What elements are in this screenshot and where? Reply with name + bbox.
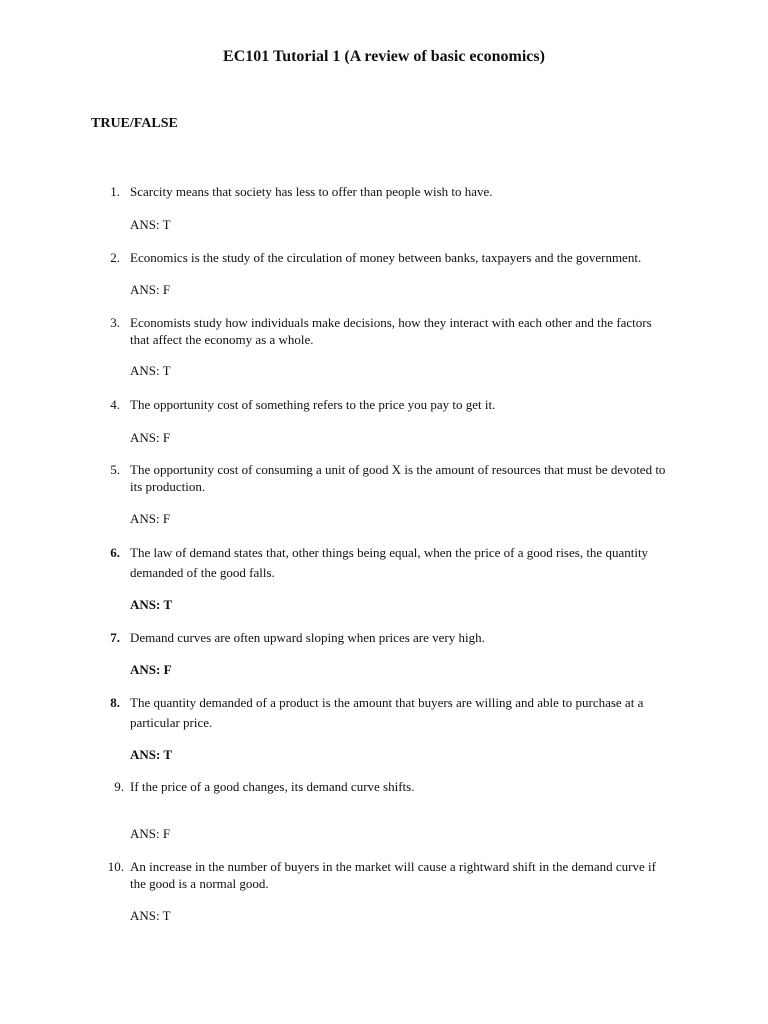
section-heading: TRUE/FALSE	[91, 116, 178, 131]
answer: ANS: T	[130, 217, 171, 232]
answer: ANS: T	[130, 908, 171, 923]
question-number: 2.	[110, 250, 120, 265]
question-number: 7.	[110, 630, 120, 645]
question-text: Demand curves are often upward sloping when prices are very high.	[130, 630, 485, 645]
question-text-continued: that affect the economy as a whole.	[130, 332, 314, 347]
answer: ANS: T	[130, 597, 173, 612]
question-text: The quantity demanded of a product is the amount that buyers are willing and able to purchase at a	[130, 695, 644, 710]
question-number: 8.	[110, 695, 120, 710]
answer: ANS: F	[130, 430, 171, 445]
question-text-continued: its production.	[130, 479, 206, 494]
answer: ANS: T	[130, 363, 171, 378]
question-number: 9.	[114, 779, 124, 794]
question-text: Economists study how individuals make decisions, how they interact with each other and the factors	[130, 315, 652, 330]
question-text: The opportunity cost of consuming a unit of good X is the amount of resources that must be devoted to	[130, 462, 666, 477]
question-number: 3.	[110, 315, 120, 330]
question-number: 6.	[110, 545, 120, 560]
question-text-continued: particular price.	[130, 715, 213, 730]
question-number: 10.	[107, 859, 124, 874]
document-title: EC101 Tutorial 1 (A review of basic economics)	[223, 48, 545, 65]
question-number: 1.	[110, 184, 120, 199]
answer: ANS: F	[130, 662, 172, 677]
answer: ANS: F	[130, 511, 171, 526]
question-text: The law of demand states that, other things being equal, when the price of a good rises, the quantity	[130, 545, 649, 560]
answer: ANS: F	[130, 282, 171, 297]
question-text-continued: the good is a normal good.	[130, 876, 269, 891]
question-text-continued: demanded of the good falls.	[130, 565, 275, 580]
question-number: 4.	[110, 397, 120, 412]
question-text: An increase in the number of buyers in the market will cause a rightward shift in the demand curve if	[130, 859, 656, 874]
question-text: If the price of a good changes, its demand curve shifts.	[130, 779, 415, 794]
question-text: Economics is the study of the circulation of money between banks, taxpayers and the government.	[130, 250, 642, 265]
question-text: The opportunity cost of something refers to the price you pay to get it.	[130, 397, 496, 412]
question-number: 5.	[110, 462, 120, 477]
answer: ANS: T	[130, 747, 173, 762]
question-text: Scarcity means that society has less to offer than people wish to have.	[130, 184, 493, 199]
answer: ANS: F	[130, 826, 171, 841]
